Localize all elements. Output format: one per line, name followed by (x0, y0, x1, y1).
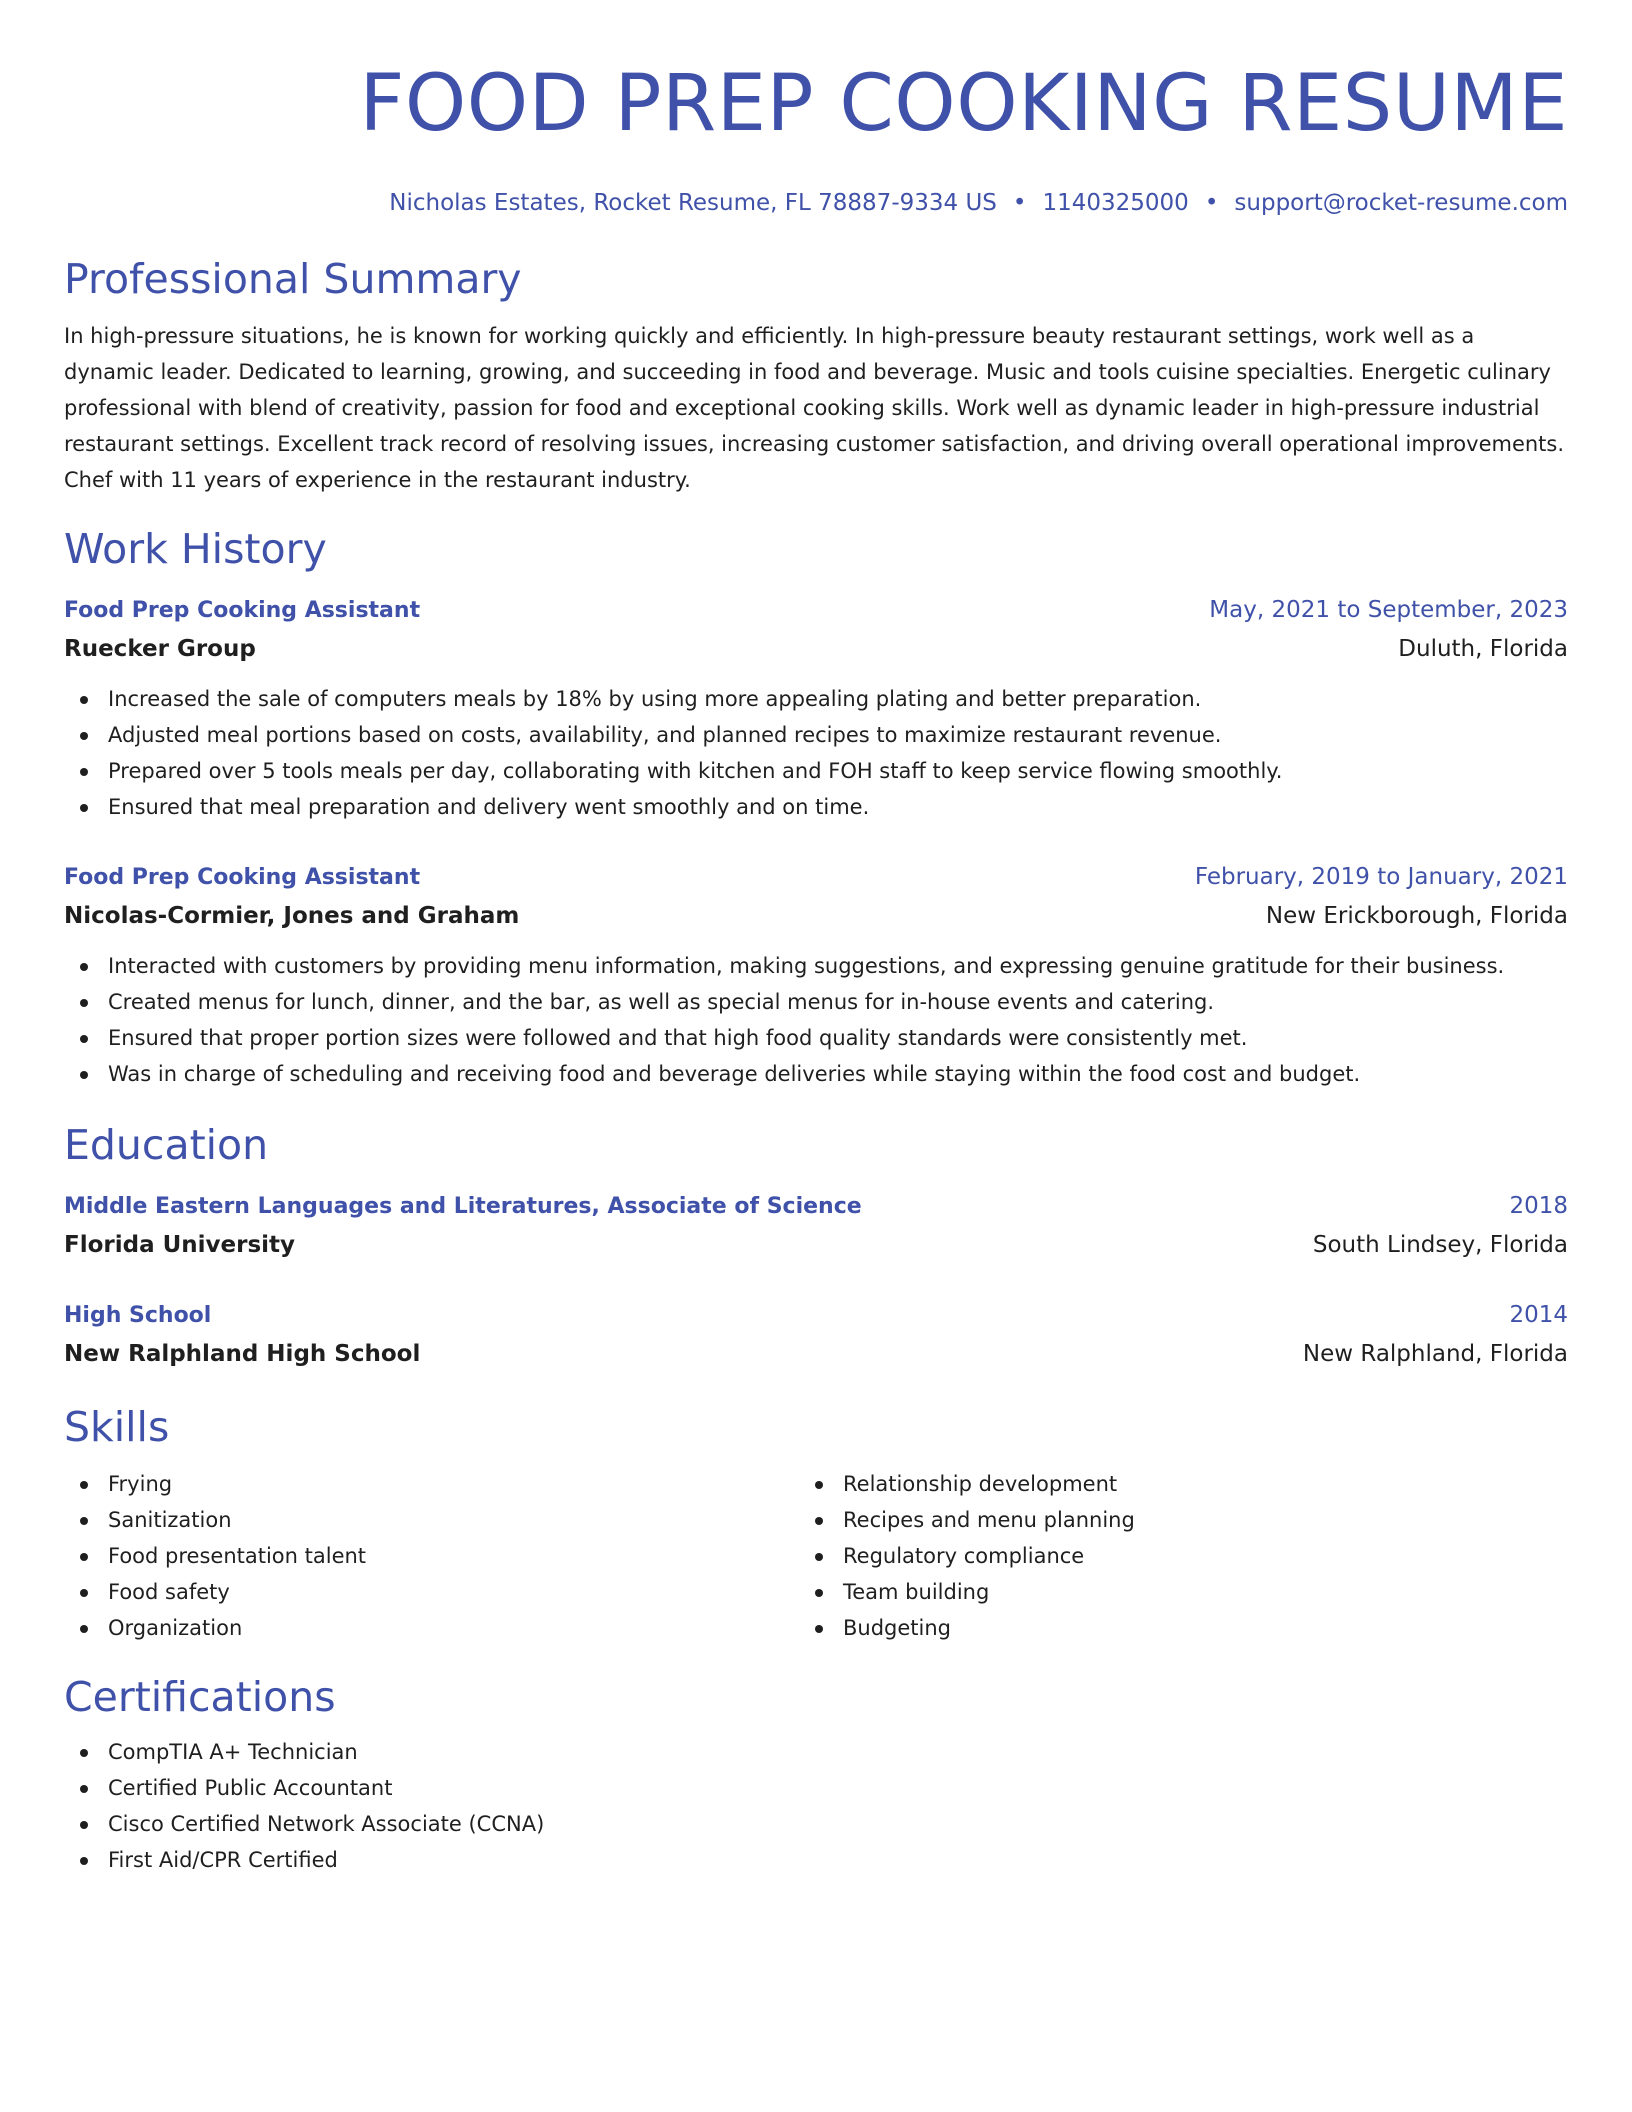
certification-item: CompTIA A+ Technician (64, 1734, 1568, 1770)
skill-item: Food presentation talent (64, 1538, 799, 1574)
contact-email: support@rocket-resume.com (1234, 190, 1568, 216)
contact-address: Nicholas Estates, Rocket Resume, FL 78887-9334 US (389, 190, 997, 216)
job-company: Ruecker Group (64, 636, 256, 662)
skill-item: Recipes and menu planning (799, 1502, 1534, 1538)
job-bullet: Ensured that meal preparation and delivery went smoothly and on time. (64, 789, 1568, 825)
education-heading: Education (64, 1121, 269, 1169)
skill-item: Regulatory compliance (799, 1538, 1534, 1574)
contact-phone: 1140325000 (1042, 190, 1189, 216)
job-location: New Erickborough, Florida (1265, 903, 1568, 929)
education-section (64, 1120, 1568, 1374)
resume-header (64, 58, 1568, 218)
job-company: Nicolas-Cormier, Jones and Graham (64, 903, 520, 929)
education-location: South Lindsey, Florida (1312, 1232, 1568, 1258)
job-bullet: Ensured that proper portion sizes were followed and that high food quality standards were consistently met. (64, 1020, 1568, 1056)
certifications-list (64, 1734, 1568, 1878)
skill-item: Frying (64, 1466, 799, 1502)
job-location: Duluth, Florida (1398, 636, 1568, 662)
education-degree: High School (64, 1303, 212, 1328)
work-history-heading: Work History (64, 525, 327, 573)
education-year: 2014 (1509, 1302, 1568, 1328)
resume-title: FOOD PREP COOKING RESUME (359, 59, 1568, 149)
skill-item: Sanitization (64, 1502, 799, 1538)
job-bullet: Adjusted meal portions based on costs, availability, and planned recipes to maximize restaurant revenue. (64, 717, 1568, 753)
job-bullet: Increased the sale of computers meals by 18% by using more appealing plating and better preparation. (64, 681, 1568, 717)
contact-separator: • (1204, 190, 1219, 216)
skill-item: Relationship development (799, 1466, 1534, 1502)
skills-grid (64, 1466, 1568, 1646)
skill-item: Budgeting (799, 1610, 1534, 1646)
education-year: 2018 (1509, 1193, 1568, 1219)
education-school: Florida University (64, 1232, 296, 1258)
certification-item: First Aid/CPR Certified (64, 1842, 1568, 1878)
work-history-section (64, 524, 1568, 1092)
job-bullet: Prepared over 5 tools meals per day, collaborating with kitchen and FOH staff to keep service flowing smoothly. (64, 753, 1568, 789)
certification-item: Certified Public Accountant (64, 1770, 1568, 1806)
certifications-section (64, 1672, 1568, 1878)
education-degree: Middle Eastern Languages and Literatures, Associate of Science (64, 1194, 862, 1219)
skill-item: Team building (799, 1574, 1534, 1610)
job-entry (64, 592, 1568, 825)
skill-item: Food safety (64, 1574, 799, 1610)
certification-item: Cisco Certified Network Associate (CCNA) (64, 1806, 1568, 1842)
job-dates: February, 2019 to January, 2021 (1194, 864, 1568, 890)
summary-heading: Professional Summary (64, 255, 522, 303)
contact-line (64, 188, 1568, 218)
job-title: Food Prep Cooking Assistant (64, 865, 421, 890)
certifications-heading: Certifications (64, 1673, 336, 1721)
job-bullets (64, 948, 1568, 1092)
job-title: Food Prep Cooking Assistant (64, 598, 421, 623)
job-bullet: Created menus for lunch, dinner, and the bar, as well as special menus for in-house events and catering. (64, 984, 1568, 1020)
skills-list-left (64, 1466, 799, 1646)
skills-heading: Skills (64, 1403, 170, 1451)
job-bullets (64, 681, 1568, 825)
job-bullet: Was in charge of scheduling and receiving food and beverage deliveries while staying within the food cost and budget. (64, 1056, 1568, 1092)
education-location: New Ralphland, Florida (1302, 1341, 1568, 1367)
education-entry (64, 1297, 1568, 1374)
job-entry (64, 859, 1568, 1092)
skills-section (64, 1402, 1568, 1646)
contact-separator: • (1012, 190, 1027, 216)
education-school: New Ralphland High School (64, 1341, 421, 1367)
summary-text: In high-pressure situations, he is known for working quickly and efficiently. In high-pressure beauty restaurant settings, work well as a dynamic leader. Dedicated to learning, growing, and succeeding in food and beverage. Music and tools cuisine specialties. Energetic culinary professional with blend of creativity, passion for food and exceptional cooking skills. Work well as dynamic leader in high-pressure industrial restaurant settings. Excellent track record of resolving issues, increasing customer satisfaction, and driving overall operational improvements. Chef with 11 years of experience in the restaurant industry. (64, 324, 1565, 492)
job-dates: May, 2021 to September, 2023 (1209, 597, 1568, 623)
job-bullet: Interacted with customers by providing menu information, making suggestions, and expressing genuine gratitude for their business. (64, 948, 1568, 984)
education-entry (64, 1188, 1568, 1265)
skill-item: Organization (64, 1610, 799, 1646)
skills-list-right (799, 1466, 1534, 1646)
summary-section (64, 254, 1568, 498)
